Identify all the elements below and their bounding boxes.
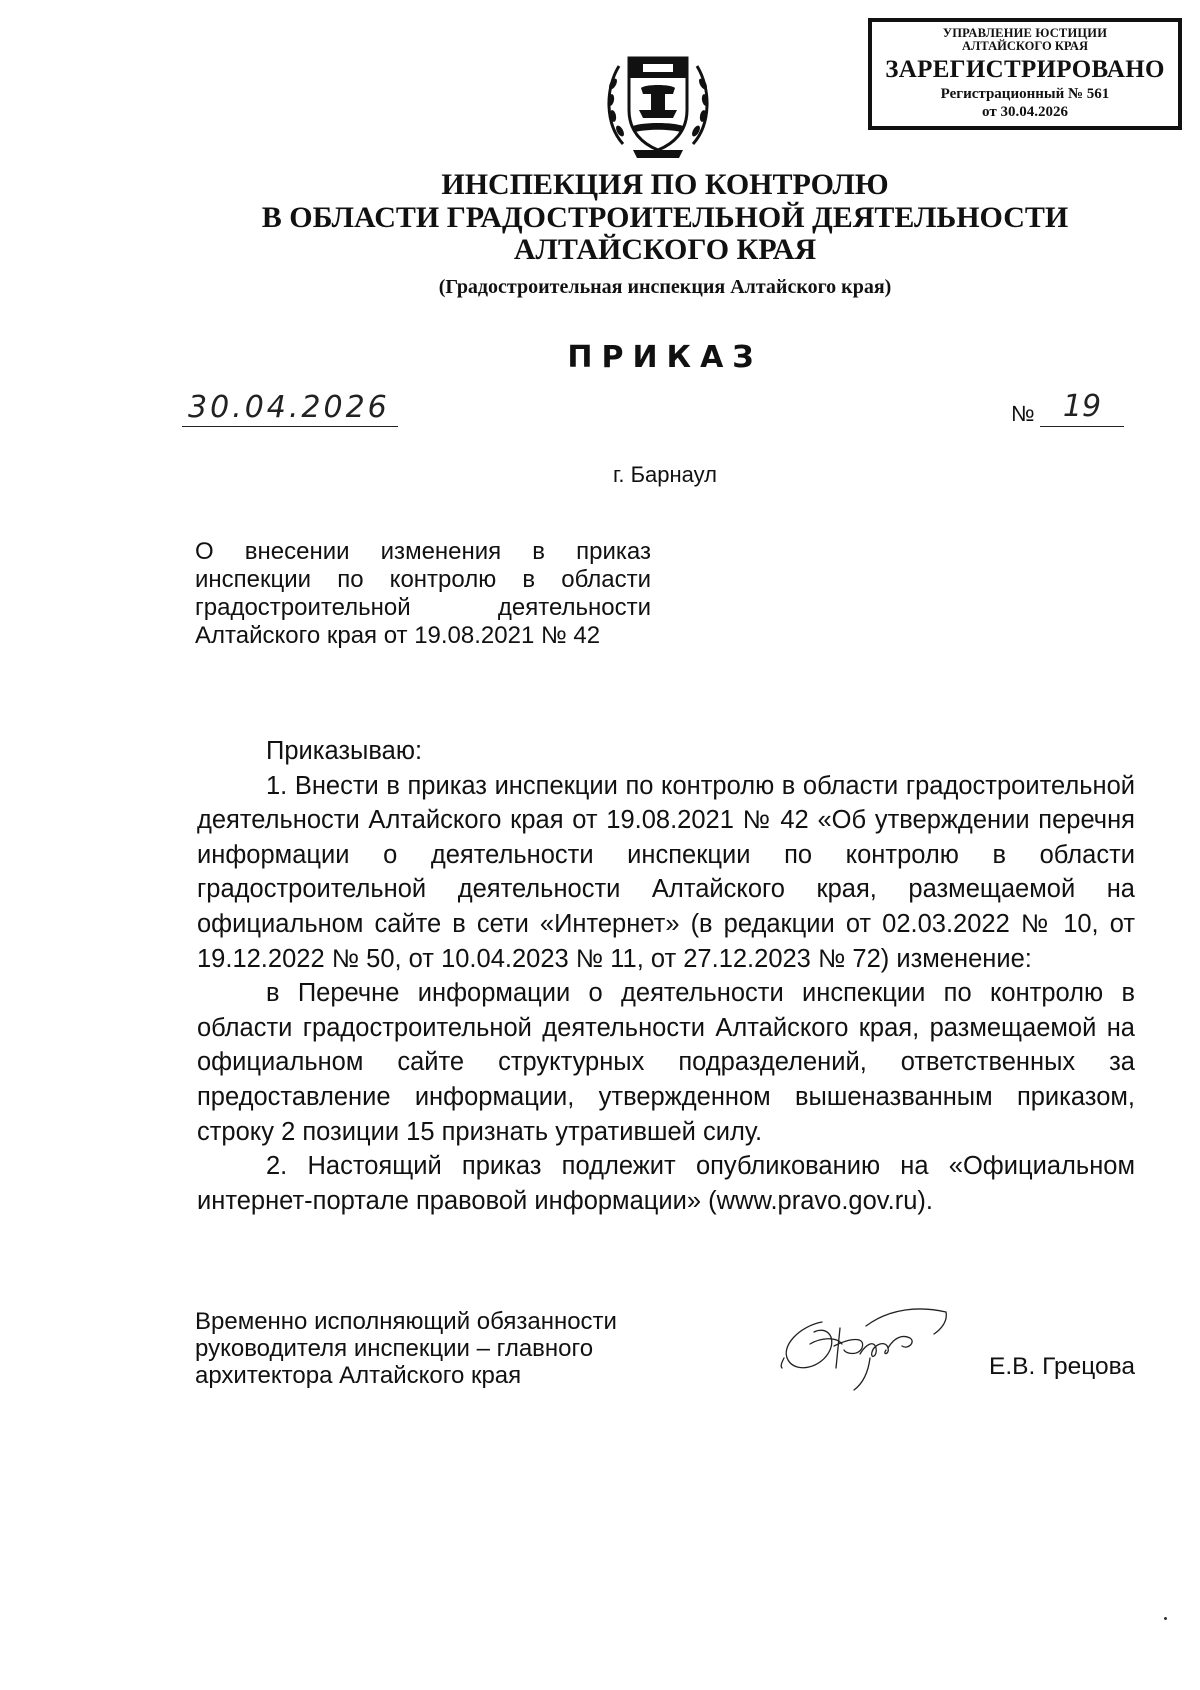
stamp-line1: УПРАВЛЕНИЕ ЮСТИЦИИ xyxy=(942,26,1108,40)
org-name-line3: АЛТАЙСКОГО КРАЯ xyxy=(513,233,817,266)
paragraph-3: 2. Настоящий приказ подлежит опубликованию на «Официальном интернет-портале правовой информации» (www.pravo.gov.ru). xyxy=(197,1152,1135,1215)
position-line1: Временно исполняющий обязанности xyxy=(195,1308,617,1335)
scan-speck xyxy=(1164,1617,1167,1620)
coat-of-arms-icon xyxy=(603,44,713,162)
handwritten-signature-icon xyxy=(770,1298,950,1394)
signer-name: Е.В. Грецова xyxy=(989,1353,1135,1380)
position-line2: руководителя инспекции – главного xyxy=(195,1335,594,1362)
document-type-title: ПРИКАЗ xyxy=(567,340,763,375)
registration-stamp xyxy=(868,18,1182,130)
city: г. Барнаул xyxy=(613,462,717,487)
handwritten-number: 19 xyxy=(1040,388,1124,427)
org-name-line2: В ОБЛАСТИ ГРАДОСТРОИТЕЛЬНОЙ ДЕЯТЕЛЬНОСТИ xyxy=(261,201,1069,234)
order-word: Приказываю: xyxy=(266,737,423,765)
stamp-reg-number: Регистрационный № 561 xyxy=(940,86,1110,102)
stamp-line2: АЛТАЙСКОГО КРАЯ xyxy=(962,39,1088,53)
org-name-line1: ИНСПЕКЦИЯ ПО КОНТРОЛЮ xyxy=(441,168,889,201)
paragraph-1: 1. Внести в приказ инспекции по контролю в области градостроительной деятельности Алтайского края от 19.08.2021 № 42 «Об утверждении перечня информации о деятельности инспекции по контролю в области градостроительной деятельности Алтайского края, размещаемой на официальном сайте в сети «Интернет» (в редакции от 02.03.2022 № 10, от 19.12.2022 № 50, от 10.04.2023 № 11, от 27.12.2023 № 72) изменение: xyxy=(197,771,1135,973)
stamp-status: ЗАРЕГИСТРИРОВАНО xyxy=(885,56,1165,83)
org-short-name: (Градостроительная инспекция Алтайского края) xyxy=(438,276,892,298)
number-label: № xyxy=(1011,401,1035,426)
signatory-position xyxy=(195,1308,665,1389)
order-body xyxy=(197,734,1135,1218)
stamp-reg-date: от 30.04.2026 xyxy=(982,104,1068,120)
paragraph-2: в Перечне информации о деятельности инспекции по контролю в области градостроительной деятельности Алтайского края, размещаемой на официальном сайте структурных подразделений, ответственных за предоставление информации, утвержденном вышеназванным приказом, строку 2 позиции 15 признать утратившей силу. xyxy=(197,979,1135,1146)
handwritten-date: 30.04.2026 xyxy=(182,390,398,427)
position-line3: архитектора Алтайского края xyxy=(195,1362,522,1389)
order-subject: О внесении изменения в приказ инспекции по контролю в области градостроительной деятельности Алтайского края от 19.08.2021 № 42 xyxy=(195,538,651,649)
